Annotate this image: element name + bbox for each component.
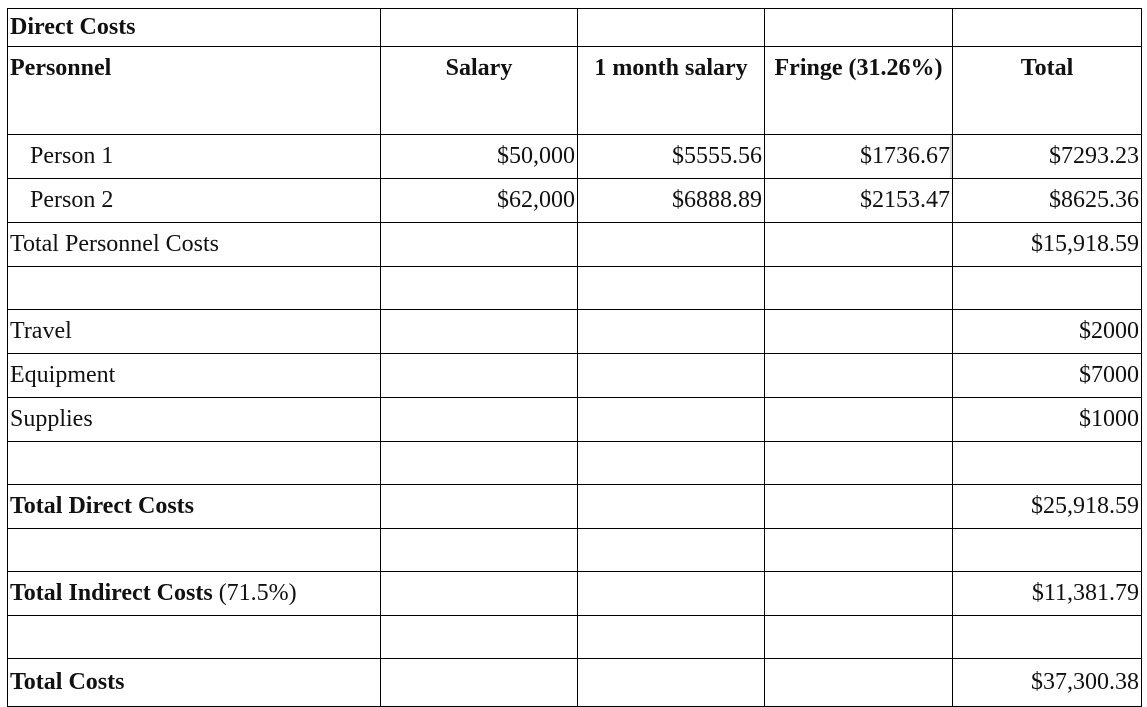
total-cell[interactable]: $8625.36	[953, 179, 1142, 223]
empty-cell[interactable]	[765, 9, 953, 47]
supplies-label[interactable]: Supplies	[8, 398, 381, 442]
empty-cell[interactable]	[765, 354, 953, 398]
empty-cell[interactable]	[765, 485, 953, 529]
table-row-total-indirect	[8, 572, 1142, 616]
header-total[interactable]: Total	[953, 47, 1142, 135]
section-title-cell[interactable]: Direct Costs	[8, 9, 381, 47]
budget-table	[7, 8, 1142, 707]
empty-cell[interactable]	[381, 223, 578, 267]
empty-cell[interactable]	[953, 529, 1142, 572]
empty-cell[interactable]	[381, 9, 578, 47]
month-salary-cell[interactable]: $6888.89	[578, 179, 765, 223]
empty-cell[interactable]	[578, 485, 765, 529]
empty-cell[interactable]	[578, 354, 765, 398]
empty-cell[interactable]	[578, 310, 765, 354]
empty-cell[interactable]	[765, 529, 953, 572]
person-name-cell[interactable]: Person 1	[8, 135, 381, 179]
table-row-person-2	[8, 179, 1142, 223]
empty-cell[interactable]	[578, 267, 765, 310]
table-row-section-title	[8, 9, 1142, 47]
travel-label[interactable]: Travel	[8, 310, 381, 354]
table-row-header	[8, 47, 1142, 135]
empty-cell[interactable]	[765, 572, 953, 616]
empty-cell[interactable]	[578, 529, 765, 572]
empty-cell[interactable]	[381, 485, 578, 529]
empty-cell[interactable]	[381, 267, 578, 310]
table-row-total-costs	[8, 659, 1142, 707]
equipment-label[interactable]: Equipment	[8, 354, 381, 398]
header-salary[interactable]: Salary	[381, 47, 578, 135]
empty-cell[interactable]	[578, 572, 765, 616]
total-costs-value[interactable]: $37,300.38	[953, 659, 1142, 707]
empty-cell[interactable]	[8, 616, 381, 659]
empty-cell[interactable]	[381, 442, 578, 485]
total-direct-value[interactable]: $25,918.59	[953, 485, 1142, 529]
header-personnel[interactable]: Personnel	[8, 47, 381, 135]
empty-cell[interactable]	[765, 310, 953, 354]
table-row-total-personnel	[8, 223, 1142, 267]
empty-cell[interactable]	[8, 267, 381, 310]
empty-cell[interactable]	[765, 398, 953, 442]
total-personnel-value[interactable]: $15,918.59	[953, 223, 1142, 267]
total-direct-label[interactable]: Total Direct Costs	[8, 485, 381, 529]
total-costs-label[interactable]: Total Costs	[8, 659, 381, 707]
empty-cell[interactable]	[578, 223, 765, 267]
empty-cell[interactable]	[578, 442, 765, 485]
salary-cell[interactable]: $50,000	[381, 135, 578, 179]
empty-cell[interactable]	[381, 354, 578, 398]
empty-cell[interactable]	[578, 9, 765, 47]
empty-cell[interactable]	[953, 9, 1142, 47]
empty-cell[interactable]	[953, 442, 1142, 485]
table-row-supplies	[8, 398, 1142, 442]
travel-value[interactable]: $2000	[953, 310, 1142, 354]
person-name-cell[interactable]: Person 2	[8, 179, 381, 223]
empty-cell[interactable]	[8, 529, 381, 572]
empty-cell[interactable]	[381, 616, 578, 659]
table-row-travel	[8, 310, 1142, 354]
empty-cell[interactable]	[578, 659, 765, 707]
empty-cell[interactable]	[381, 398, 578, 442]
empty-cell[interactable]	[381, 659, 578, 707]
table-row-spacer	[8, 529, 1142, 572]
table-row-equipment	[8, 354, 1142, 398]
empty-cell[interactable]	[765, 659, 953, 707]
empty-cell[interactable]	[953, 616, 1142, 659]
empty-cell[interactable]	[381, 572, 578, 616]
empty-cell[interactable]	[765, 267, 953, 310]
total-indirect-value[interactable]: $11,381.79	[953, 572, 1142, 616]
total-indirect-cell[interactable]	[8, 572, 381, 616]
empty-cell[interactable]	[953, 267, 1142, 310]
budget-table-wrapper	[7, 8, 1142, 707]
table-row-spacer	[8, 267, 1142, 310]
salary-cell[interactable]: $62,000	[381, 179, 578, 223]
equipment-value[interactable]: $7000	[953, 354, 1142, 398]
empty-cell[interactable]	[765, 223, 953, 267]
header-fringe[interactable]: Fringe (31.26%)	[765, 47, 953, 135]
empty-cell[interactable]	[765, 616, 953, 659]
supplies-value[interactable]: $1000	[953, 398, 1142, 442]
table-row-spacer	[8, 442, 1142, 485]
empty-cell[interactable]	[578, 616, 765, 659]
empty-cell[interactable]	[765, 442, 953, 485]
header-month-salary[interactable]: 1 month salary	[578, 47, 765, 135]
table-row-person-1	[8, 135, 1142, 179]
month-salary-cell[interactable]: $5555.56	[578, 135, 765, 179]
indirect-rate: (71.5%)	[212, 580, 297, 606]
empty-cell[interactable]	[578, 398, 765, 442]
total-cell[interactable]: $7293.23	[953, 135, 1142, 179]
empty-cell[interactable]	[8, 442, 381, 485]
fringe-cell[interactable]: $2153.47	[765, 179, 953, 223]
empty-cell[interactable]	[381, 529, 578, 572]
fringe-cell[interactable]: $1736.67	[765, 135, 953, 179]
empty-cell[interactable]	[381, 310, 578, 354]
total-indirect-label: Total Indirect Costs	[10, 580, 213, 606]
table-row-total-direct	[8, 485, 1142, 529]
total-personnel-label[interactable]: Total Personnel Costs	[8, 223, 381, 267]
table-row-spacer	[8, 616, 1142, 659]
